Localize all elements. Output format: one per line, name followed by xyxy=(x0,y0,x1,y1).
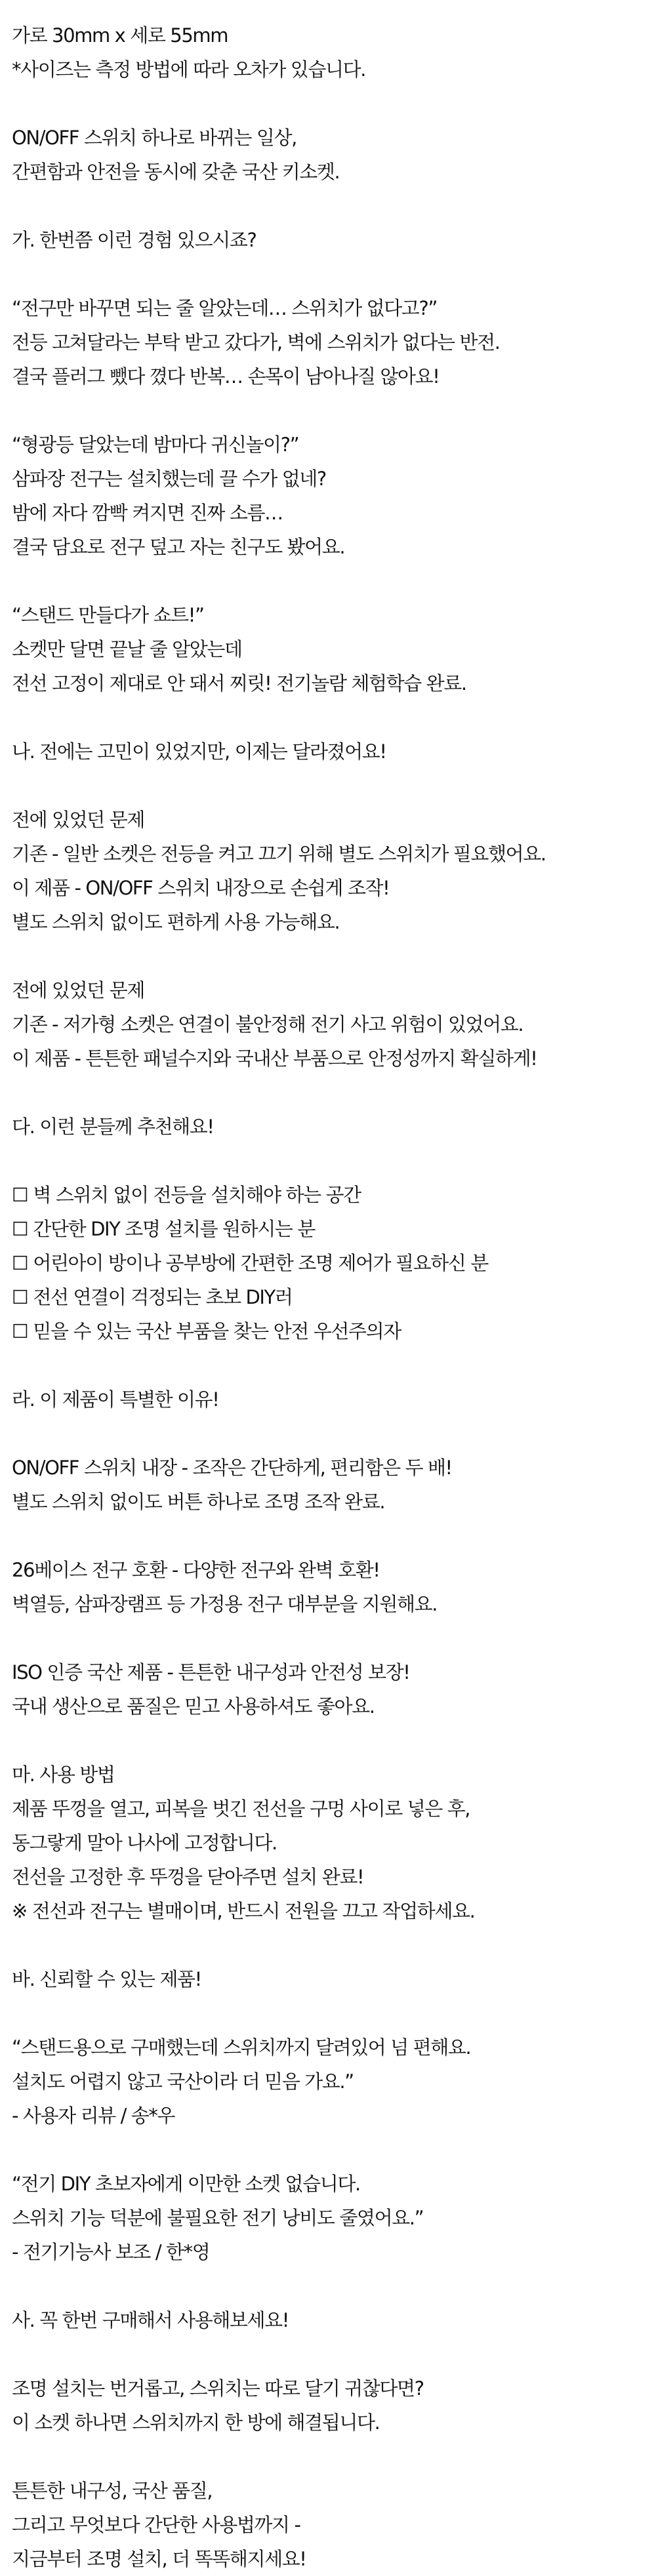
paragraph-gap xyxy=(12,2337,656,2371)
text-line: 간편함과 안전을 동시에 갖춘 국산 키소켓. xyxy=(12,161,340,183)
paragraph-gap xyxy=(12,1144,656,1178)
text-line: ※ 전선과 전구는 별매이며, 반드시 전원을 끄고 작업하세요. xyxy=(12,1900,475,1922)
text-line: ☐ 어린아이 방이나 공부방에 간편한 조명 제어가 필요하신 분 xyxy=(12,1252,488,1274)
paragraph-gap xyxy=(12,1348,656,1382)
text-line: ON/OFF 스위치 하나로 바뀌는 일상, xyxy=(12,127,297,149)
text-line: 국내 생산으로 품질은 믿고 사용하셔도 좋아요. xyxy=(12,1695,375,1718)
text-line: 26베이스 전구 호환 - 다양한 전구와 완벽 호환! xyxy=(12,1559,380,1581)
text-line: ☐ 전선 연결이 걱정되는 초보 DIY러 xyxy=(12,1286,293,1308)
text-line: 결국 담요로 전구 덮고 자는 친구도 봤어요. xyxy=(12,536,345,558)
text-line: ☐ 믿을 수 있는 국산 부품을 찾는 안전 우선주의자 xyxy=(12,1320,401,1342)
paragraph xyxy=(12,973,656,1076)
text-line: “스탠드용으로 구매했는데 스위치까지 달려있어 넘 편해요. xyxy=(12,2036,471,2059)
paragraph xyxy=(12,1553,656,1621)
text-line: “전구만 바꾸면 되는 줄 알았는데… 스위치가 없다고?” xyxy=(12,297,438,319)
paragraph-gap xyxy=(12,1996,656,2030)
text-line: 전에 있었던 문제 xyxy=(12,979,144,1001)
paragraph xyxy=(12,1178,656,1348)
paragraph-gap xyxy=(12,393,656,428)
paragraph xyxy=(12,18,656,87)
paragraph xyxy=(12,1758,656,1928)
paragraph xyxy=(12,2303,656,2337)
text-line: *사이즈는 측정 방법에 따라 오차가 있습니다. xyxy=(12,58,366,81)
text-line: 설치도 어렵지 않고 국산이라 더 믿음 가요.” xyxy=(12,2070,354,2093)
text-line: “전기 DIY 초보자에게 이만한 소켓 없습니다. xyxy=(12,2173,360,2195)
paragraph xyxy=(12,121,656,189)
text-line: 밤에 자다 깜빡 켜지면 진짜 소름… xyxy=(12,502,283,524)
paragraph xyxy=(12,1655,656,1723)
paragraph-gap xyxy=(12,1621,656,1655)
paragraph-gap xyxy=(12,1928,656,1962)
text-line: “스탠드 만들다가 쇼트!” xyxy=(12,604,204,626)
text-line: “형광등 달았는데 밤마다 귀신놀이?” xyxy=(12,433,299,456)
paragraph-gap xyxy=(12,2440,656,2474)
paragraph xyxy=(12,803,656,939)
text-line: 삼파장 전구는 설치했는데 끌 수가 없네? xyxy=(12,468,326,490)
text-line: ISO 인증 국산 제품 - 튼튼한 내구성과 안전성 보장! xyxy=(12,1661,410,1683)
text-line: 이 제품 - ON/OFF 스위치 내장으로 손쉽게 조작! xyxy=(12,877,390,899)
paragraph xyxy=(12,1110,656,1144)
paragraph xyxy=(12,598,656,700)
text-line: - 사용자 리뷰 / 송*우 xyxy=(12,2104,175,2127)
paragraph-gap xyxy=(12,2133,656,2167)
text-line: 가로 30mm x 세로 55mm xyxy=(12,24,228,47)
paragraph xyxy=(12,1382,656,1417)
paragraph xyxy=(12,428,656,564)
paragraph xyxy=(12,223,656,257)
text-line: 다. 이런 분들께 추천해요! xyxy=(12,1116,214,1138)
text-line: 가. 한번쯤 이런 경험 있으시죠? xyxy=(12,229,256,251)
paragraph-gap xyxy=(12,1519,656,1553)
text-line: 바. 신뢰할 수 있는 제품! xyxy=(12,1968,201,1990)
paragraph xyxy=(12,2371,656,2440)
text-line: 전에 있었던 문제 xyxy=(12,809,144,831)
paragraph xyxy=(12,2030,656,2133)
paragraph-gap xyxy=(12,87,656,121)
text-line: 그리고 무엇보다 간단한 사용법까지 - xyxy=(12,2514,300,2536)
paragraph-gap xyxy=(12,2269,656,2303)
text-line: 전선 고정이 제대로 안 돼서 찌릿! 전기놀람 체험학습 완료. xyxy=(12,672,466,694)
text-line: 나. 전에는 고민이 있었지만, 이제는 달라졌어요! xyxy=(12,740,386,763)
text-line: 전등 고쳐달라는 부탁 받고 갔다가, 벽에 스위치가 없다는 반전. xyxy=(12,331,500,353)
paragraph xyxy=(12,2474,656,2576)
paragraph-gap xyxy=(12,1723,656,1758)
paragraph-gap xyxy=(12,700,656,735)
text-line: 전선을 고정한 후 뚜껑을 닫아주면 설치 완료! xyxy=(12,1866,364,1888)
paragraph xyxy=(12,291,656,393)
text-line: 기존 - 일반 소켓은 전등을 켜고 끄기 위해 별도 스위치가 필요했어요. xyxy=(12,843,546,865)
text-line: 기존 - 저가형 소켓은 연결이 불안정해 전기 사고 위험이 있었어요. xyxy=(12,1013,523,1036)
text-line: 별도 스위치 없이도 편하게 사용 가능해요. xyxy=(12,911,340,933)
text-line: 제품 뚜껑을 열고, 피복을 벗긴 전선을 구멍 사이로 넣은 후, xyxy=(12,1798,470,1820)
paragraph-gap xyxy=(12,939,656,973)
text-line: 라. 이 제품이 특별한 이유! xyxy=(12,1388,219,1411)
text-line: 이 제품 - 튼튼한 패널수지와 국내산 부품으로 안정성까지 확실하게! xyxy=(12,1047,537,1070)
paragraph-gap xyxy=(12,257,656,291)
text-line: 동그랗게 말아 나사에 고정합니다. xyxy=(12,1832,277,1854)
paragraph-gap xyxy=(12,1417,656,1451)
paragraph-gap xyxy=(12,769,656,803)
text-line: ☐ 벽 스위치 없이 전등을 설치해야 하는 공간 xyxy=(12,1184,361,1206)
text-line: 사. 꼭 한번 구매해서 사용해보세요! xyxy=(12,2309,289,2331)
paragraph xyxy=(12,1451,656,1519)
paragraph xyxy=(12,1962,656,1996)
text-line: - 전기기능사 보조 / 한*영 xyxy=(12,2241,210,2263)
text-line: ☐ 간단한 DIY 조명 설치를 원하시는 분 xyxy=(12,1218,315,1240)
paragraph-gap xyxy=(12,1076,656,1110)
paragraph-gap xyxy=(12,564,656,598)
text-line: 벽열등, 삼파장램프 등 가정용 전구 대부분을 지원해요. xyxy=(12,1593,438,1615)
text-line: 이 소켓 하나면 스위치까지 한 방에 해결됩니다. xyxy=(12,2411,380,2434)
text-line: 지금부터 조명 설치, 더 똑똑해지세요! xyxy=(12,2548,306,2570)
text-line: 마. 사용 방법 xyxy=(12,1763,115,1786)
paragraph xyxy=(12,2167,656,2269)
text-line: 스위치 기능 덕분에 불필요한 전기 낭비도 줄였어요.” xyxy=(12,2207,424,2229)
paragraph xyxy=(12,735,656,769)
text-line: ON/OFF 스위치 내장 - 조작은 간단하게, 편리함은 두 배! xyxy=(12,1457,452,1479)
text-line: 결국 플러그 뺐다 꼈다 반복… 손목이 남아나질 않아요! xyxy=(12,365,440,388)
paragraph-gap xyxy=(12,189,656,223)
text-line: 소켓만 달면 끝날 줄 알았는데 xyxy=(12,638,242,660)
text-line: 튼튼한 내구성, 국산 품질, xyxy=(12,2480,213,2502)
text-line: 별도 스위치 없이도 버튼 하나로 조명 조작 완료. xyxy=(12,1491,385,1513)
text-line: 조명 설치는 번거롭고, 스위치는 따로 달기 귀찮다면? xyxy=(12,2377,424,2400)
